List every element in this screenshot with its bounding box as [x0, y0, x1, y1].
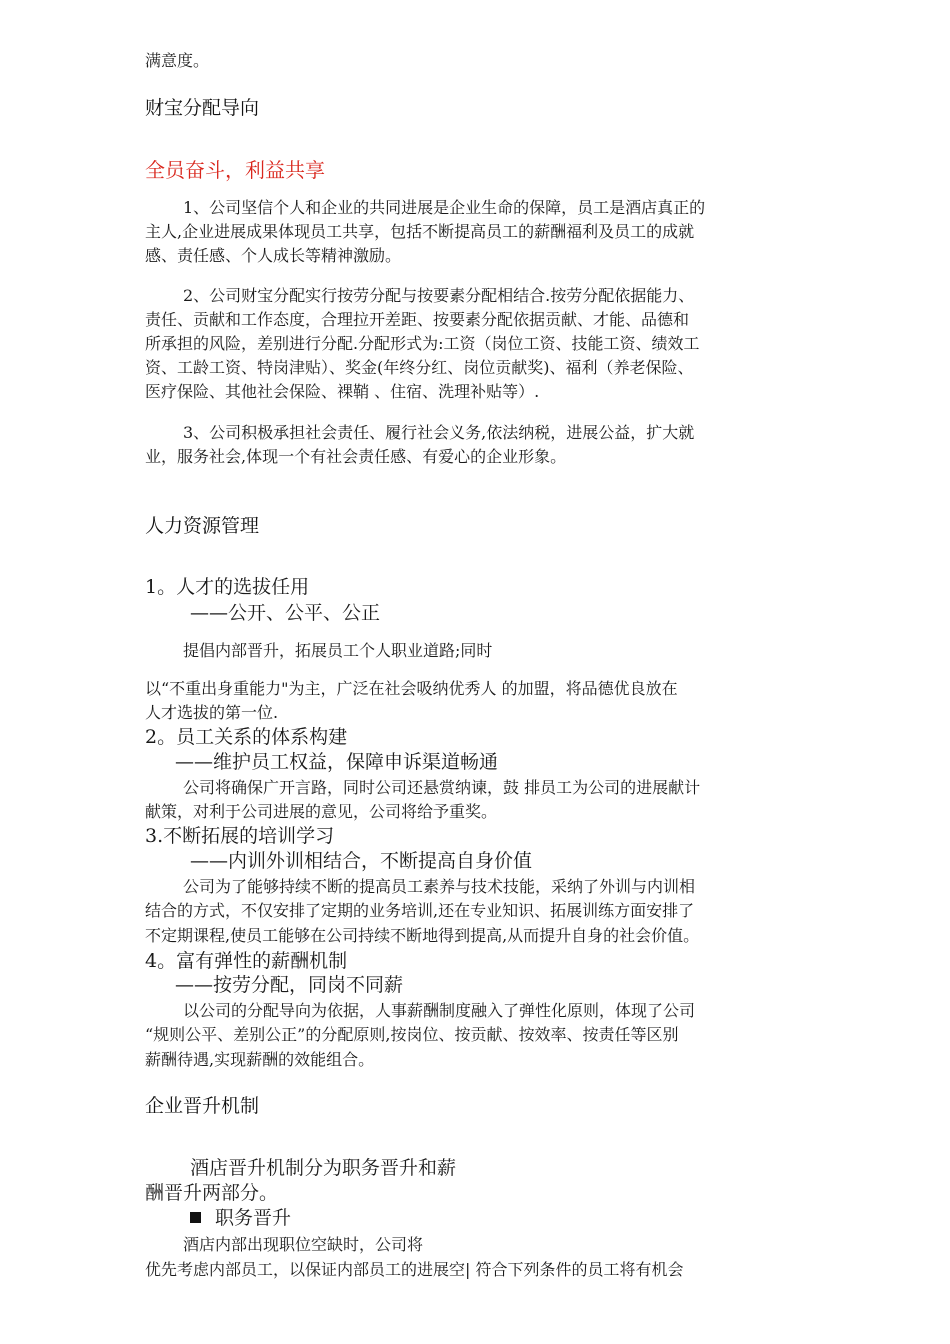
line-intro-end: 满意度。	[145, 51, 210, 70]
hr-item3-title: 3.不断拓展的培训学习	[145, 825, 335, 847]
heading-promotion: 企业晋升机制	[145, 1095, 260, 1117]
hr-item1-title: 1。人才的选拔任用	[145, 576, 310, 598]
promotion-bullet-item	[190, 1206, 291, 1230]
hr-item4-l2: “规则公平、差别公正”的分配原则,按岗位、按贡献、按效率、按责任等区别	[145, 1025, 679, 1044]
hr-item1-l2: 以“不重出身重能力"为主，广泛在社会吸纳优秀人 的加盟，将品德优良放在	[145, 679, 678, 698]
subheading-wealth-motto: 全员奋斗，利益共享	[145, 158, 325, 182]
wealth-p1-l1: 1、公司坚信个人和企业的共同进展是企业生命的保障，员工是酒店真正的	[183, 198, 706, 217]
wealth-p1-l3: 感、责任感、个人成长等精神激励。	[145, 246, 402, 265]
wealth-p1-l2: 主人,企业进展成果体现员工共享，包括不断提高员工的薪酬福利及员工的成就	[145, 222, 695, 241]
wealth-p3-l1: 3、公司积极承担社会责任、履行社会义务,依法纳税，进展公益，扩大就	[183, 423, 695, 442]
hr-item1-motto: ——公开、公平、公正	[190, 602, 381, 624]
hr-item4-l3: 薪酬待遇,实现薪酬的效能组合。	[145, 1050, 375, 1069]
hr-item2-l1: 公司将确保广开言路，同时公司还悬赏纳谏，鼓 排员工为公司的进展献计	[183, 778, 701, 797]
hr-item1-l3: 人才选拔的第一位.	[145, 703, 279, 722]
hr-item2-motto: ——维护员工权益，保障申诉渠道畅通	[175, 751, 499, 773]
wealth-p2-l3: 所承担的风险，差别进行分配.分配形式为:工资（岗位工资、技能工资、绩效工	[145, 334, 700, 353]
square-bullet-icon	[190, 1212, 201, 1223]
wealth-p2-l1: 2、公司财宝分配实行按劳分配与按要素分配相结合.按劳分配依据能力、	[183, 286, 695, 305]
wealth-p2-l4: 资、工龄工资、特岗津贴）、奖金(年终分红、岗位贡献奖)、福利（养老保险、	[145, 358, 694, 377]
hr-item2-title: 2。员工关系的体系构建	[145, 726, 348, 748]
hr-item3-l1: 公司为了能够持续不断的提高员工素养与技术技能，采纳了外训与内训相	[183, 877, 696, 896]
heading-wealth-distribution: 财宝分配导向	[145, 97, 260, 119]
hr-item3-l3: 不定期课程,使员工能够在公司持续不断地得到提高,从而提升自身的社会价值。	[145, 926, 700, 945]
promotion-bullet-label: 职务晋升	[215, 1207, 292, 1229]
hr-item4-motto: ——按劳分配，同岗不同薪	[175, 974, 404, 996]
hr-item1-l1: 提倡内部晋升，拓展员工个人职业道路;同时	[183, 641, 493, 660]
promotion-l2: 优先考虑内部员工，以保证内部员工的进展空| 符合下列条件的员工将有机会	[145, 1260, 684, 1279]
wealth-p2-l5: 医疗保险、其他社会保险、裸鞘 、住宿、洗理补贴等）.	[145, 382, 540, 401]
promotion-intro-l1: 酒店晋升机制分为职务晋升和薪	[190, 1157, 457, 1179]
hr-item4-l1: 以公司的分配导向为依据，人事薪酬制度融入了弹性化原则，体现了公司	[183, 1001, 696, 1020]
hr-item3-motto: ——内训外训相结合，不断提高自身价值	[190, 850, 533, 872]
hr-item3-l2: 结合的方式，不仅安排了定期的业务培训,还在专业知识、拓展训练方面安排了	[145, 901, 695, 920]
promotion-intro-l2: 酬晋升两部分。	[145, 1182, 279, 1204]
hr-item2-l2: 献策，对利于公司进展的意见，公司将给予重奖。	[145, 802, 498, 821]
wealth-p2-l2: 责任、贡献和工作态度，合理拉开差距、按要素分配依据贡献、才能、品德和	[145, 310, 690, 329]
wealth-p3-l2: 业，服务社会,体现一个有社会责任感、有爱心的企业形象。	[145, 447, 567, 466]
heading-hr-management: 人力资源管理	[145, 515, 260, 537]
hr-item4-title: 4。富有弹性的薪酬机制	[145, 950, 348, 972]
promotion-l1: 酒店内部出现职位空缺时，公司将	[183, 1235, 424, 1254]
